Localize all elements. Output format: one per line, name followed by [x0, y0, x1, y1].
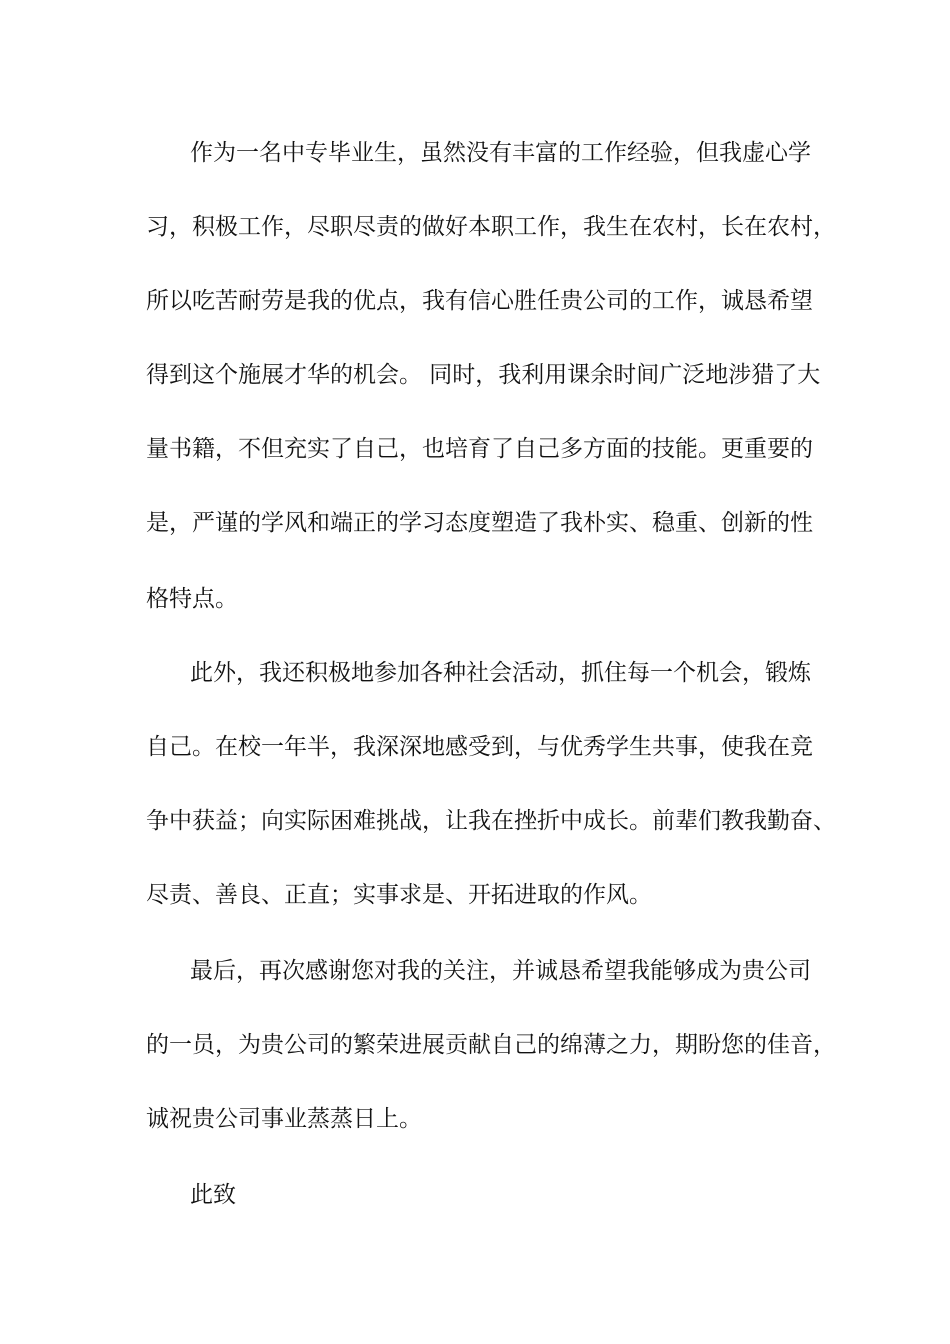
paragraph-1-line-1: 作为一名中专毕业生，虽然没有丰富的工作经验，但我虚心学 [190, 140, 811, 166]
paragraph-1-line-3: 所以吃苦耐劳是我的优点，我有信心胜任贵公司的工作，诚恳希望 [146, 288, 813, 314]
paragraph-1-line-4: 得到这个施展才华的机会。 同时，我利用课余时间广泛地涉猎了大 [146, 362, 821, 388]
paragraph-2-line-2: 自己。在校一年半，我深深地感受到，与优秀学生共事，使我在竞 [146, 734, 813, 760]
paragraph-1-line-2: 习，积极工作，尽职尽责的做好本职工作，我生在农村，长在农村， [146, 214, 836, 240]
paragraph-1-line-6: 是，严谨的学风和端正的学习态度塑造了我朴实、稳重、创新的性 [146, 510, 813, 536]
paragraph-3-line-1: 最后，再次感谢您对我的关注，并诚恳希望我能够成为贵公司 [190, 958, 811, 984]
paragraph-3-line-2: 的一员，为贵公司的繁荣进展贡献自己的绵薄之力，期盼您的佳音， [146, 1032, 836, 1058]
paragraph-2-line-3: 争中获益；向实际困难挑战，让我在挫折中成长。前辈们教我勤奋、 [146, 808, 836, 834]
paragraph-1-line-7: 格特点。 [146, 586, 238, 612]
paragraph-3-line-3: 诚祝贵公司事业蒸蒸日上。 [146, 1106, 422, 1132]
paragraph-1-line-5: 量书籍，不但充实了自己，也培育了自己多方面的技能。更重要的 [146, 436, 813, 462]
paragraph-2-line-4: 尽责、善良、正直；实事求是、开拓进取的作风。 [146, 882, 652, 908]
paragraph-2-line-1: 此外，我还积极地参加各种社会活动，抓住每一个机会，锻炼 [190, 660, 811, 686]
closing-salutation: 此致 [190, 1182, 236, 1208]
